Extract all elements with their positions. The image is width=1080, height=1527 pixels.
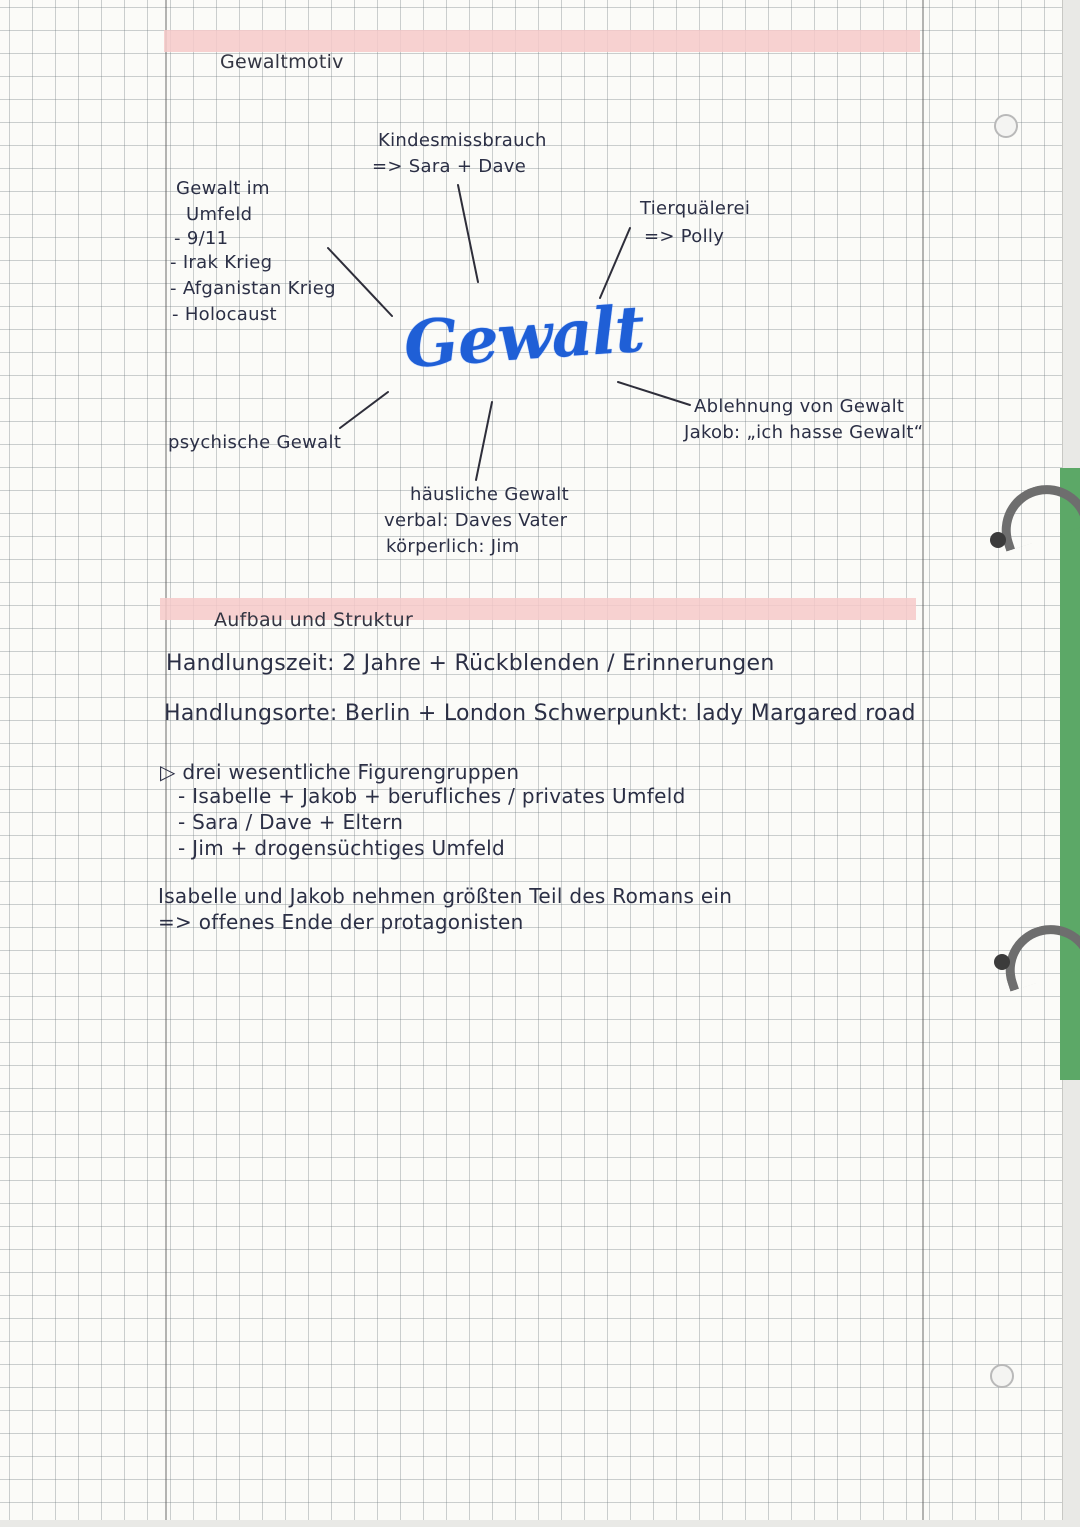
text-line-conclusion-1: Isabelle und Jakob nehmen größten Teil des Romans ein <box>158 884 733 908</box>
mindmap-center-gewalt: Gewalt <box>401 291 647 384</box>
branch-left-line6: - Holocaust <box>172 304 277 325</box>
branch-left-line3: - 9/11 <box>174 228 229 249</box>
connector-right <box>618 382 690 405</box>
branch-bottom-line2: verbal: Daves Vater <box>384 510 568 531</box>
branch-left-line1: Gewalt im <box>176 178 270 199</box>
branch-left-line4: - Irak Krieg <box>170 252 273 273</box>
branch-right-line1: Ablehnung von Gewalt <box>694 396 905 417</box>
branch-top-line2: => Sara + Dave <box>372 156 527 177</box>
text-line-figurengruppen: ▷ drei wesentliche Figurengruppen <box>160 760 520 784</box>
section-heading-gewaltmotiv: Gewaltmotiv <box>220 51 344 73</box>
branch-left-bottom-line1: psychische Gewalt <box>168 432 342 453</box>
text-line-conclusion-2: => offenes Ende der protagonisten <box>158 910 524 934</box>
text-line-handlungsorte: Handlungsorte: Berlin + London Schwerpunkt: lady Margared road <box>164 701 916 726</box>
branch-right-top-line1: Tierquälerei <box>640 198 751 219</box>
branch-bottom-line1: häusliche Gewalt <box>410 484 569 505</box>
branch-bottom-line3: körperlich: Jim <box>386 536 520 557</box>
branch-left-line5: - Afganistan Krieg <box>170 278 336 299</box>
connector-bottom <box>476 402 492 480</box>
connector-left <box>328 248 392 316</box>
connector-top <box>458 185 478 282</box>
text-line-handlungszeit: Handlungszeit: 2 Jahre + Rückblenden / Erinnerungen <box>166 651 775 676</box>
punch-hole-top <box>994 114 1018 138</box>
branch-right-top-line2: => Polly <box>644 226 725 247</box>
green-divider-tab <box>1060 468 1080 1080</box>
text-line-group-3: - Jim + drogensüchtiges Umfeld <box>178 836 506 860</box>
punch-hole-bottom <box>990 1364 1014 1388</box>
section-heading-aufbau: Aufbau und Struktur <box>214 609 414 631</box>
branch-top-line1: Kindesmissbrauch <box>378 130 547 151</box>
text-line-group-2: - Sara / Dave + Eltern <box>178 810 404 834</box>
connector-left-bottom <box>340 392 388 428</box>
branch-left-line2: Umfeld <box>186 204 253 225</box>
branch-right-line2: Jakob: „ich hasse Gewalt“ <box>684 422 924 443</box>
connector-right-top <box>600 228 630 298</box>
text-line-group-1: - Isabelle + Jakob + berufliches / privates Umfeld <box>178 784 686 808</box>
